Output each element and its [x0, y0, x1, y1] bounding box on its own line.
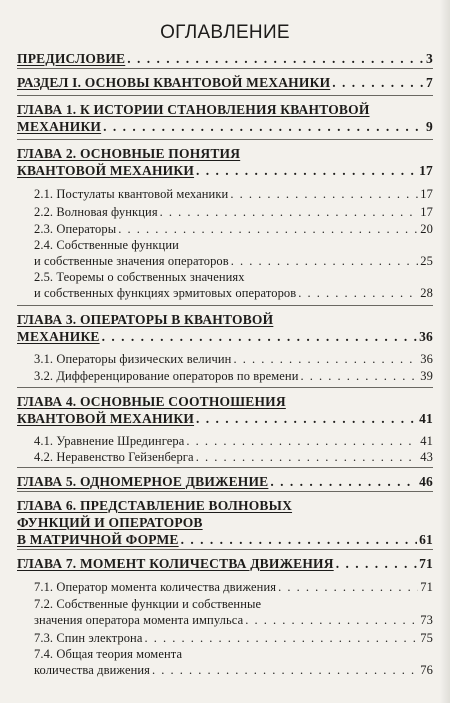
- section-divider: [17, 139, 433, 140]
- dot-leader: [127, 50, 424, 67]
- dot-leader: [196, 162, 417, 179]
- toc-entry-text: 7.4. Общая теория момента: [34, 647, 183, 661]
- toc-entry-text: и собственные значения операторов: [34, 254, 229, 268]
- page-number: 20: [420, 222, 433, 236]
- toc-entry-text: 4.1. Уравнение Шредингера: [34, 434, 185, 448]
- page-number: 73: [420, 613, 433, 627]
- toc-chapter-entry[interactable]: [17, 497, 433, 548]
- toc-section-entry[interactable]: [34, 204, 433, 220]
- dot-leader: [245, 612, 418, 628]
- toc-chapter-entry[interactable]: [17, 311, 433, 345]
- toc-entry-text: МЕХАНИКЕ: [17, 329, 100, 344]
- dot-leader: [145, 630, 419, 646]
- page-number: 17: [419, 163, 433, 178]
- page-number: 28: [420, 286, 433, 300]
- toc-entry-text: 7.1. Оператор момента количества движения: [34, 580, 277, 594]
- toc-entry-text: МЕХАНИКИ: [17, 119, 102, 134]
- page-number: 36: [420, 352, 433, 366]
- toc-entry-text: ГЛАВА 7. МОМЕНТ КОЛИЧЕСТВА ДВИЖЕНИЯ: [17, 556, 334, 571]
- toc-entry-text: 2.3. Операторы: [34, 222, 117, 236]
- toc-entry-text: ПРЕДИСЛОВИЕ: [17, 51, 126, 66]
- toc-entry-text: ГЛАВА 2. ОСНОВНЫЕ ПОНЯТИЯ: [17, 146, 241, 161]
- toc-entry-text: В МАТРИЧНОЙ ФОРМЕ: [17, 532, 179, 547]
- page-number: 71: [420, 580, 433, 594]
- section-divider: [17, 95, 433, 96]
- page-number: 9: [426, 119, 433, 134]
- toc-chapter-entry[interactable]: [17, 50, 433, 67]
- toc-entry-text: КВАНТОВОЙ МЕХАНИКИ: [17, 411, 195, 426]
- dot-leader: [233, 351, 418, 367]
- dot-leader: [186, 433, 418, 449]
- toc-section-entry[interactable]: [34, 221, 433, 237]
- page-number: 71: [419, 556, 433, 571]
- page-number: 46: [419, 474, 433, 489]
- dot-leader: [230, 186, 418, 202]
- toc-section-entry[interactable]: [34, 579, 433, 595]
- dot-leader: [102, 328, 417, 345]
- toc-entry-text: 3.2. Дифференцирование операторов по времени: [34, 369, 299, 383]
- dot-leader: [103, 118, 424, 135]
- page-number: 17: [420, 205, 433, 219]
- dot-leader: [196, 449, 419, 465]
- dot-leader: [336, 555, 417, 572]
- toc-section-entry[interactable]: [34, 269, 433, 301]
- toc-chapter-entry[interactable]: [17, 555, 433, 572]
- toc-entry-text: ГЛАВА 1. К ИСТОРИИ СТАНОВЛЕНИЯ КВАНТОВОЙ: [17, 102, 370, 117]
- page-edge-shadow: [440, 0, 450, 703]
- toc-chapter-entry[interactable]: [17, 145, 433, 179]
- toc-entry-text: 7.2. Собственные функции и собственные: [34, 597, 262, 611]
- toc-entry-text: РАЗДЕЛ I. ОСНОВЫ КВАНТОВОЙ МЕХАНИКИ: [17, 75, 331, 90]
- toc-section-entry[interactable]: [34, 630, 433, 646]
- page-number: 7: [426, 75, 433, 90]
- toc-entry-text: ГЛАВА 6. ПРЕДСТАВЛЕНИЕ ВОЛНОВЫХ: [17, 498, 293, 513]
- page-number: 43: [420, 450, 433, 464]
- toc-entry-text: 7.3. Спин электрона: [34, 631, 143, 645]
- toc-chapter-entry[interactable]: [17, 393, 433, 427]
- dot-leader: [301, 368, 419, 384]
- toc-chapter-entry[interactable]: [17, 101, 433, 135]
- section-divider: [17, 68, 433, 69]
- toc-entry-text: 4.2. Неравенство Гейзенберга: [34, 450, 194, 464]
- toc-entry-text: значения оператора момента импульса: [34, 613, 244, 627]
- dot-leader: [332, 74, 424, 91]
- page-number: 41: [419, 411, 433, 426]
- toc-section-entry[interactable]: [34, 449, 433, 465]
- toc-entry-text: КВАНТОВОЙ МЕХАНИКИ: [17, 163, 195, 178]
- dot-leader: [278, 579, 418, 595]
- toc-entry-text: и собственных функциях эрмитовых операторов: [34, 286, 297, 300]
- toc-entry-text: ГЛАВА 3. ОПЕРАТОРЫ В КВАНТОВОЙ: [17, 312, 274, 327]
- page-number: 17: [420, 187, 433, 201]
- dot-leader: [160, 204, 419, 220]
- dot-leader: [231, 253, 419, 269]
- toc-section-entry[interactable]: [34, 368, 433, 384]
- section-divider: [17, 387, 433, 388]
- section-divider: [17, 305, 433, 306]
- page-number: 76: [420, 663, 433, 677]
- page-number: 41: [420, 434, 433, 448]
- toc-chapter-entry[interactable]: [17, 74, 433, 91]
- toc-section-entry[interactable]: [34, 433, 433, 449]
- toc-section-entry[interactable]: [34, 351, 433, 367]
- toc-section-entry[interactable]: [34, 186, 433, 202]
- toc-entry-text: 3.1. Операторы физических величин: [34, 352, 232, 366]
- toc-section-entry[interactable]: [34, 646, 433, 678]
- toc-entry-text: 2.2. Волновая функция: [34, 205, 158, 219]
- toc-entry-text: 2.5. Теоремы о собственных значениях: [34, 270, 245, 284]
- dot-leader: [118, 221, 418, 237]
- toc-entry-text: 2.1. Постулаты квантовой механики: [34, 187, 229, 201]
- dot-leader: [181, 531, 417, 548]
- toc-entry-text: ГЛАВА 5. ОДНОМЕРНОЕ ДВИЖЕНИЕ: [17, 474, 269, 489]
- section-divider: [17, 491, 433, 492]
- page-number: 36: [419, 329, 433, 344]
- toc-chapter-entry[interactable]: [17, 473, 433, 490]
- toc-entry-text: 2.4. Собственные функции: [34, 238, 179, 252]
- dot-leader: [152, 662, 418, 678]
- page-number: 3: [426, 51, 433, 66]
- toc-entry-text: количества движения: [34, 663, 151, 677]
- page-number: 25: [420, 254, 433, 268]
- toc-section-entry[interactable]: [34, 237, 433, 269]
- dot-leader: [196, 410, 417, 427]
- section-divider: [17, 467, 433, 468]
- toc-section-entry[interactable]: [34, 596, 433, 628]
- page-number: 39: [420, 369, 433, 383]
- page-number: 61: [419, 532, 433, 547]
- section-divider: [17, 549, 433, 550]
- page-title: ОГЛАВЛЕНИЕ: [160, 22, 290, 43]
- dot-leader: [270, 473, 417, 490]
- dot-leader: [298, 285, 418, 301]
- page-number: 75: [420, 631, 433, 645]
- toc-entry-text: ГЛАВА 4. ОСНОВНЫЕ СООТНОШЕНИЯ: [17, 394, 286, 409]
- toc-entry-text: ФУНКЦИЙ И ОПЕРАТОРОВ: [17, 515, 203, 530]
